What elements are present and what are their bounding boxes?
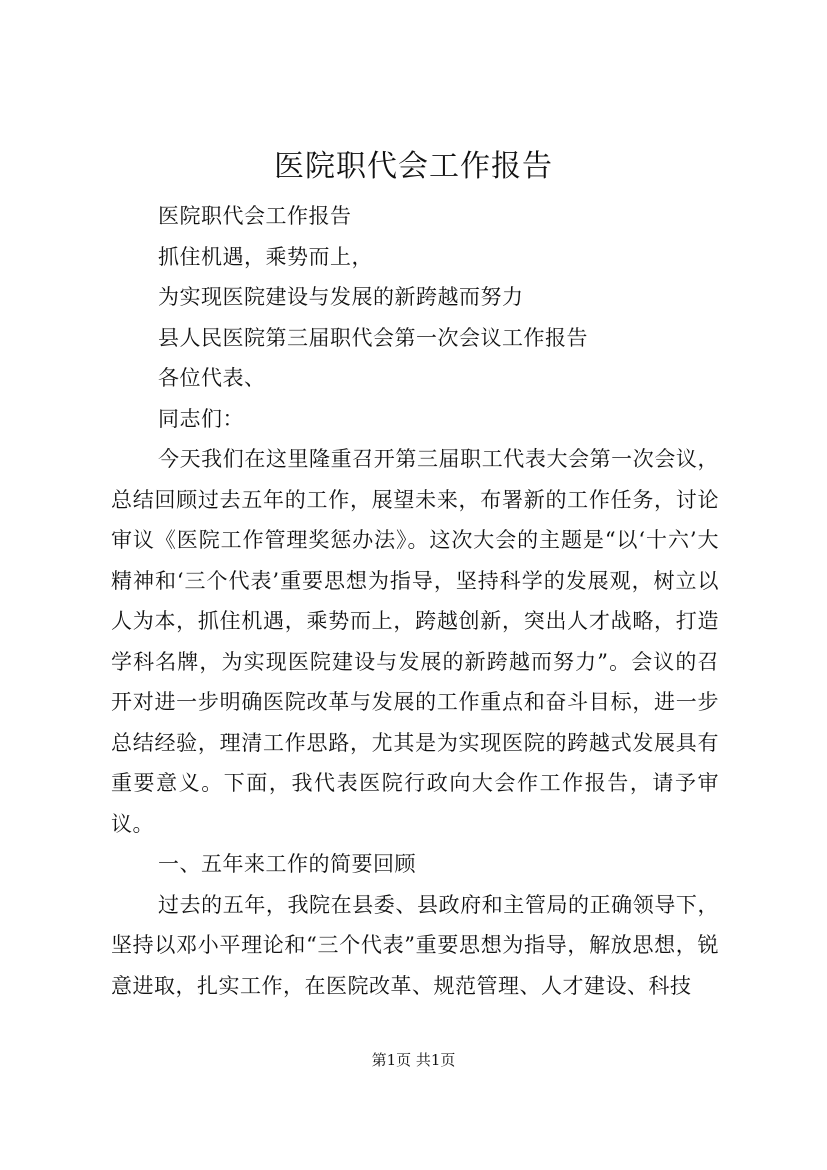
- paragraph-subtitle: 医院职代会工作报告: [158, 204, 352, 228]
- paragraph-salutation-2: 同志们：: [158, 406, 244, 431]
- page-footer: 第1页 共1页: [371, 1051, 456, 1069]
- document-title: 医院职代会工作报告: [274, 149, 553, 184]
- paragraph-opening: 今天我们在这里隆重召开第三届职工代表大会第一次会议，总结回顾过去五年的工作，展望未来，布署新的工作任务，讨论审议《医院工作管理奖惩办法》。这次大会的主题是“以‘十六’大精神和‘三个代表’重要思想为指导，坚持科学的发展观，树立以人为本，抓住机遇，乘势而上，跨越创新，突出人才战略，打造学科名牌，为实现医院建设与发展的新跨越而努力”。会议的召开对进一步明确医院改革与发展的工作重点和奋斗目标，进一步总结经验，理清工作思路，尤其是为实现医院的跨越式发展具有重要意义。下面，我代表医院行政向大会作工作报告，请予审议。: [111, 447, 719, 836]
- paragraph-slogan-2: 为实现医院建设与发展的新跨越而努力: [158, 285, 524, 309]
- paragraph-review: 过去的五年，我院在县委、县政府和主管局的正确领导下，坚持以邓小平理论和“三个代表”重要思想为指导，解放思想，锐意进取，扎实工作，在医院改革、规范管理、人才建设、科技: [111, 892, 719, 998]
- paragraph-report-name: 县人民医院第三届职代会第一次会议工作报告: [158, 325, 588, 350]
- paragraph-salutation-1: 各位代表、: [158, 366, 266, 390]
- paragraph-slogan-1: 抓住机遇，乘势而上，: [158, 244, 373, 269]
- section-heading-1: 一、五年来工作的简要回顾: [158, 852, 416, 876]
- document-body: [111, 196, 719, 1006]
